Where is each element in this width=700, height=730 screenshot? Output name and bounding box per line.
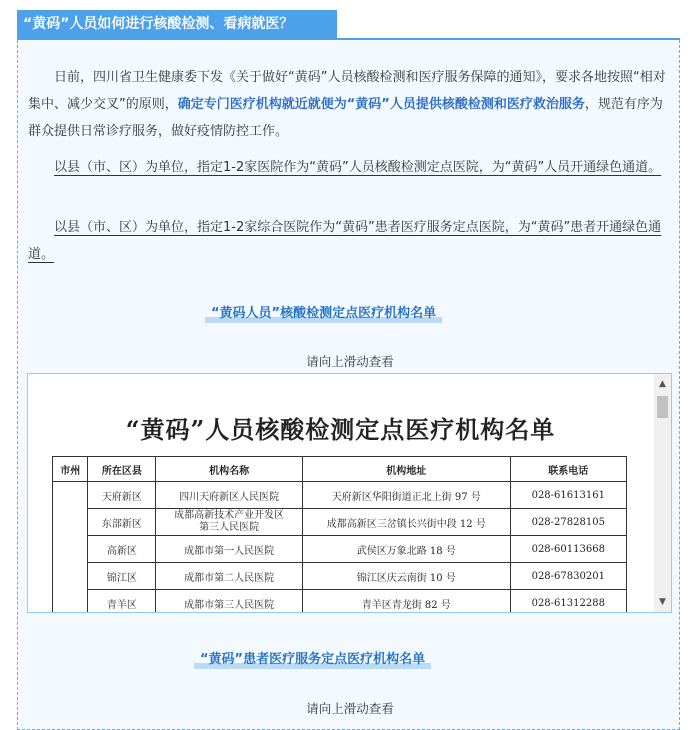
column-header-phone: 联系电话	[510, 457, 626, 482]
institution-line-2: 第三人民医院	[199, 522, 260, 533]
address-cell: 青羊区青龙街 82 号	[303, 590, 511, 614]
column-header-district: 所在区县	[88, 457, 156, 482]
table-row	[53, 509, 627, 536]
caret-down-icon[interactable]: ▼	[659, 597, 666, 607]
section-2-title-text: “黄码”患者医疗服务定点医疗机构名单	[200, 652, 426, 667]
point-1-text: 以县（市、区）为单位，指定1-2家医院作为“黄码”人员核酸检测定点医院，为“黄码”人员开通绿色通道。	[54, 160, 662, 175]
address-cell: 天府新区华阳街道正北上街 97 号	[303, 482, 511, 509]
institution-cell	[156, 509, 303, 536]
intro-lead: 日前，四川省卫生健康委下发《关于做好“黄码”人员核酸检测和医疗服务保障的通知》，要求各地按照“相对集中、减少交叉”的原则，	[28, 70, 666, 112]
district-cell: 高新区	[88, 536, 156, 563]
address-cell: 武侯区万象北路 18 号	[303, 536, 511, 563]
address-cell: 锦江区庆云南街 10 号	[303, 563, 511, 590]
section-1-title-text: “黄码人员”核酸检测定点医疗机构名单	[211, 306, 437, 321]
column-header-address: 机构地址	[303, 457, 511, 482]
scrollable-list-viewer[interactable]	[27, 373, 672, 613]
institution-cell: 成都市第一人民医院	[156, 536, 303, 563]
institution-cell: 四川天府新区人民医院	[156, 482, 303, 509]
table-row	[53, 482, 627, 509]
phone-cell: 028-61312288	[510, 590, 626, 614]
scrollbar-thumb[interactable]	[657, 396, 668, 418]
section-header	[17, 10, 337, 38]
phone-cell: 028-27828105	[510, 509, 626, 536]
point-2-text: 以县（市、区）为单位，指定1-2家综合医院作为“黄码”患者医疗服务定点医院，为“黄码”患者开通绿色通道。	[28, 220, 662, 262]
table-row	[53, 536, 627, 563]
district-cell: 东部新区	[88, 509, 156, 536]
section-2-title	[194, 648, 431, 667]
intro-tail: ，规范有序为群众提供日常诊疗服务，做好疫情防控工作。	[28, 97, 663, 139]
section-1-title	[205, 302, 442, 321]
table-header-row	[53, 457, 627, 482]
column-header-name: 机构名称	[156, 457, 303, 482]
institution-line-1: 成都高新技术产业开发区	[174, 510, 285, 521]
phone-cell: 028-67830201	[510, 563, 626, 590]
institution-cell: 成都市第三人民医院	[156, 590, 303, 614]
point-paragraph-2	[28, 214, 673, 268]
section-header-title: “黄码”人员如何进行核酸检测、看病就医？	[23, 16, 294, 32]
hospital-table	[52, 456, 627, 613]
point-paragraph-1	[28, 154, 673, 181]
institution-cell: 成都市第二人民医院	[156, 563, 303, 590]
column-header-city: 市州	[53, 457, 88, 482]
address-cell: 成都高新区三岔镇长兴街中段 12 号	[303, 509, 511, 536]
district-cell: 锦江区	[88, 563, 156, 590]
phone-cell: 028-60113668	[510, 536, 626, 563]
document-title: “黄码”人员核酸检测定点医疗机构名单	[125, 415, 556, 444]
intro-highlight: 确定专门医疗机构就近就便为“黄码”人员提供核酸检测和医疗救治服务	[177, 97, 585, 112]
table-row	[53, 590, 627, 614]
scroll-hint-1: 请向上滑动查看	[306, 354, 394, 369]
district-cell: 天府新区	[88, 482, 156, 509]
scroll-hint-2: 请向上滑动查看	[306, 701, 394, 716]
city-cell	[53, 482, 88, 614]
intro-paragraph	[28, 64, 673, 145]
table-row	[53, 563, 627, 590]
caret-up-icon[interactable]: ▲	[659, 379, 666, 389]
phone-cell: 028-61613161	[510, 482, 626, 509]
district-cell: 青羊区	[88, 590, 156, 614]
vertical-scrollbar[interactable]	[654, 374, 671, 612]
